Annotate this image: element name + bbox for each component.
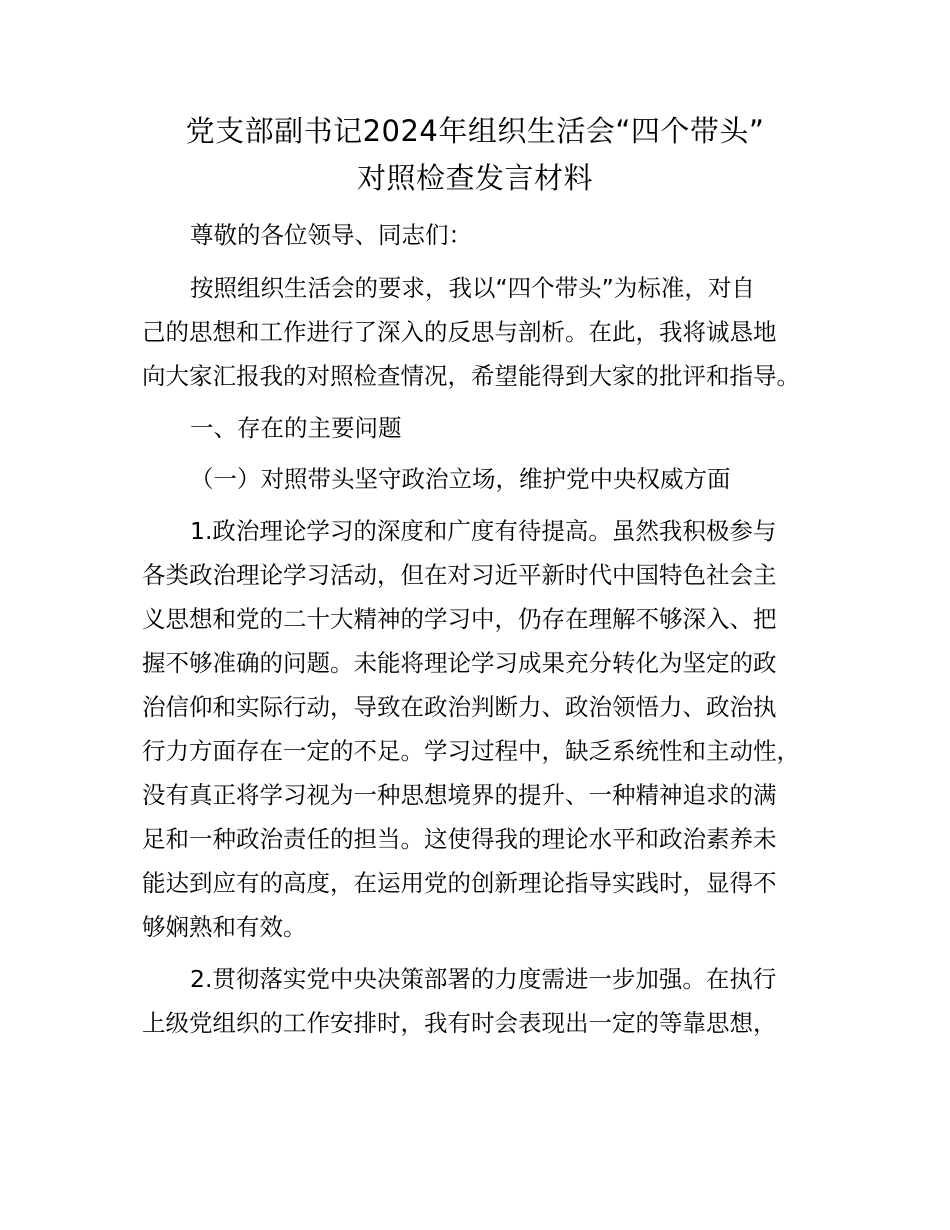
document-title-line-2: 对照检查发言材料: [356, 161, 593, 195]
item-1-line: 足和一种政治责任的担当。这使得我的理论水平和政治素养未: [142, 825, 777, 853]
intro-line: 向大家汇报我的对照检查情况，希望能得到大家的批评和指导。: [142, 362, 800, 390]
item-1-line: 各类政治理论学习活动，但在对习近平新时代中国特色社会主: [142, 561, 777, 589]
item-1-line: 能达到应有的高度，在运用党的创新理论指导实践时，显得不: [142, 869, 777, 897]
intro-line: 己的思想和工作进行了深入的反思与剖析。在此，我将诚恳地: [142, 318, 777, 346]
document-title-line-1: 党支部副书记2024年组织生活会“四个带头”: [185, 114, 765, 148]
section-heading: 一、存在的主要问题: [190, 414, 402, 442]
item-2-line: 2.贯彻落实党中央决策部署的力度需进一步加强。在执行: [190, 965, 777, 993]
item-1-line: 治信仰和实际行动，导致在政治判断力、政治领悟力、政治执: [142, 693, 777, 721]
intro-line: 按照组织生活会的要求，我以“四个带头”为标准，对自: [190, 274, 755, 302]
item-1-line: 没有真正将学习视为一种思想境界的提升、一种精神追求的满: [142, 781, 777, 809]
item-1-line: 1.政治理论学习的深度和广度有待提高。虽然我积极参与: [190, 517, 777, 545]
subsection-heading: （一）对照带头坚守政治立场，维护党中央权威方面: [190, 465, 731, 493]
salutation: 尊敬的各位领导、同志们：: [190, 221, 472, 249]
item-1-line: 握不够准确的问题。未能将理论学习成果充分转化为坚定的政: [142, 649, 777, 677]
item-2-line: 上级党组织的工作安排时，我有时会表现出一定的等靠思想，: [142, 1009, 777, 1037]
item-1-line: 够娴熟和有效。: [142, 913, 307, 941]
item-1-line: 义思想和党的二十大精神的学习中，仍存在理解不够深入、把: [142, 605, 777, 633]
item-1-line: 行力方面存在一定的不足。学习过程中，缺乏系统性和主动性，: [142, 737, 800, 765]
